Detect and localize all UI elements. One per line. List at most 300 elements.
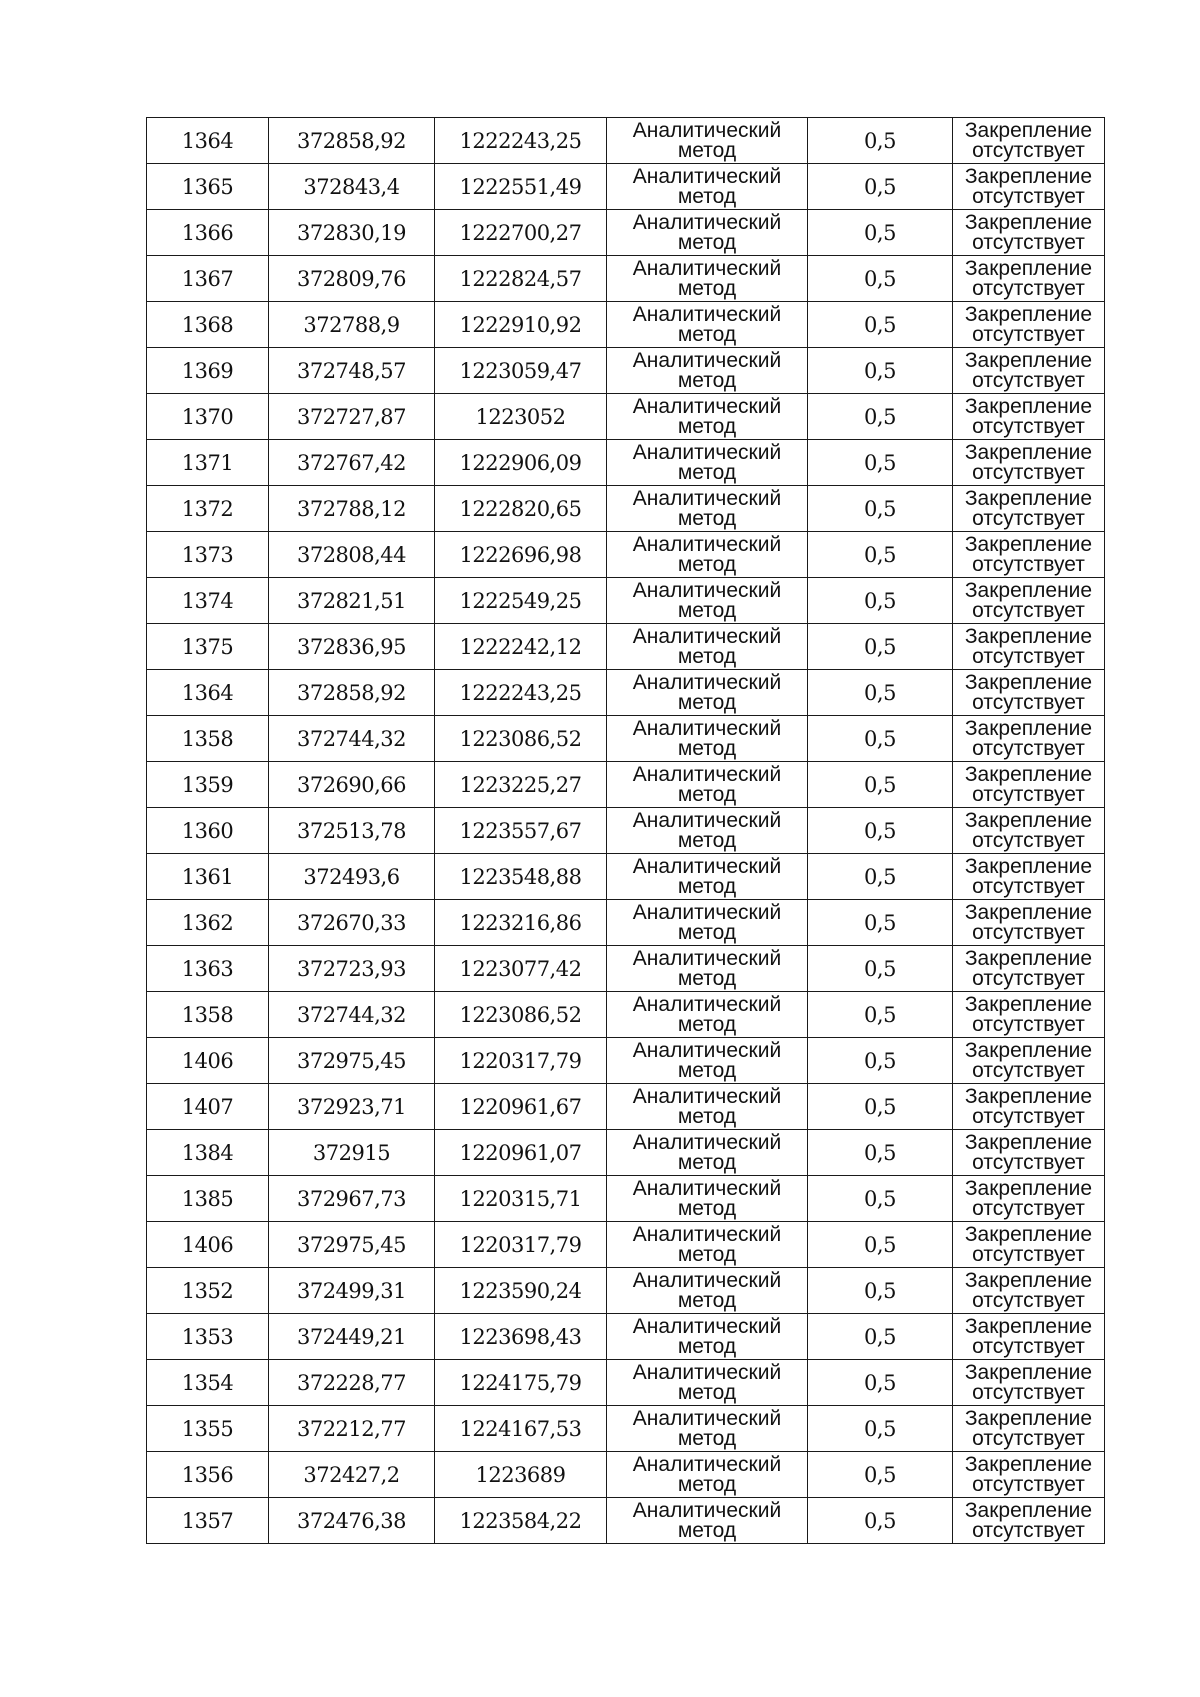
method-cell	[607, 1406, 808, 1452]
method-label-line2: метод	[677, 782, 737, 806]
y-coordinate-cell: 1223059,47	[435, 348, 607, 394]
accuracy-cell: 0,5	[808, 1314, 953, 1360]
y-coordinate-cell: 1223548,88	[435, 854, 607, 900]
table-row	[147, 1222, 1105, 1268]
y-coordinate-cell: 1222549,25	[435, 578, 607, 624]
point-number-cell: 1356	[147, 1452, 269, 1498]
method-cell	[607, 532, 808, 578]
x-coordinate-cell: 372427,2	[269, 1452, 435, 1498]
table-row	[147, 716, 1105, 762]
method-label-line1: Аналитический	[632, 1406, 782, 1430]
x-coordinate-cell: 372858,92	[269, 118, 435, 164]
fixation-label-line1: Закрепление	[964, 1314, 1093, 1338]
method-label-line1: Аналитический	[632, 624, 782, 648]
fixation-label-line1: Закрепление	[964, 302, 1093, 326]
fixation-label-line2: отсутствует	[972, 966, 1085, 990]
fixation-label-line2: отсутствует	[972, 1518, 1085, 1542]
x-coordinate-cell: 372476,38	[269, 1498, 435, 1544]
x-coordinate-cell: 372975,45	[269, 1038, 435, 1084]
table-row	[147, 762, 1105, 808]
point-number-cell: 1352	[147, 1268, 269, 1314]
method-label-line2: метод	[677, 1518, 737, 1542]
accuracy-cell: 0,5	[808, 992, 953, 1038]
method-cell	[607, 808, 808, 854]
accuracy-cell: 0,5	[808, 762, 953, 808]
table-row	[147, 992, 1105, 1038]
y-coordinate-cell: 1220317,79	[435, 1222, 607, 1268]
method-label-line2: метод	[677, 736, 737, 760]
point-number-cell: 1358	[147, 716, 269, 762]
point-number-cell: 1357	[147, 1498, 269, 1544]
y-coordinate-cell: 1223689	[435, 1452, 607, 1498]
fixation-cell	[953, 946, 1105, 992]
x-coordinate-cell: 372212,77	[269, 1406, 435, 1452]
y-coordinate-cell: 1222700,27	[435, 210, 607, 256]
table-row	[147, 624, 1105, 670]
method-label-line2: метод	[677, 1012, 737, 1036]
fixation-cell	[953, 1130, 1105, 1176]
method-cell	[607, 578, 808, 624]
table-row	[147, 210, 1105, 256]
fixation-cell	[953, 348, 1105, 394]
fixation-label-line2: отсутствует	[972, 460, 1085, 484]
method-label-line2: метод	[677, 1380, 737, 1404]
method-cell	[607, 1038, 808, 1084]
accuracy-cell: 0,5	[808, 394, 953, 440]
fixation-cell	[953, 1314, 1105, 1360]
fixation-label-line1: Закрепление	[964, 210, 1093, 234]
y-coordinate-cell: 1220317,79	[435, 1038, 607, 1084]
x-coordinate-cell: 372744,32	[269, 992, 435, 1038]
point-number-cell: 1368	[147, 302, 269, 348]
method-label-line2: метод	[677, 874, 737, 898]
accuracy-cell: 0,5	[808, 716, 953, 762]
fixation-label-line2: отсутствует	[972, 552, 1085, 576]
table-row	[147, 1360, 1105, 1406]
fixation-label-line1: Закрепление	[964, 348, 1093, 372]
fixation-label-line1: Закрепление	[964, 164, 1093, 188]
fixation-label-line1: Закрепление	[964, 624, 1093, 648]
x-coordinate-cell: 372228,77	[269, 1360, 435, 1406]
y-coordinate-cell: 1220961,67	[435, 1084, 607, 1130]
table-row	[147, 348, 1105, 394]
table-row	[147, 394, 1105, 440]
method-label-line1: Аналитический	[632, 716, 782, 740]
method-label-line2: метод	[677, 1104, 737, 1128]
fixation-cell	[953, 1084, 1105, 1130]
table-row	[147, 1452, 1105, 1498]
accuracy-cell: 0,5	[808, 854, 953, 900]
y-coordinate-cell: 1223216,86	[435, 900, 607, 946]
accuracy-cell: 0,5	[808, 1222, 953, 1268]
fixation-label-line1: Закрепление	[964, 762, 1093, 786]
table-row	[147, 256, 1105, 302]
fixation-cell	[953, 1222, 1105, 1268]
table-row	[147, 946, 1105, 992]
fixation-cell	[953, 1038, 1105, 1084]
method-cell	[607, 762, 808, 808]
x-coordinate-cell: 372788,12	[269, 486, 435, 532]
fixation-label-line2: отсутствует	[972, 1426, 1085, 1450]
accuracy-cell: 0,5	[808, 1084, 953, 1130]
fixation-label-line2: отсутствует	[972, 1242, 1085, 1266]
table-row	[147, 1176, 1105, 1222]
accuracy-cell: 0,5	[808, 1498, 953, 1544]
fixation-label-line1: Закрепление	[964, 1038, 1093, 1062]
y-coordinate-cell: 1223584,22	[435, 1498, 607, 1544]
fixation-label-line2: отсутствует	[972, 1150, 1085, 1174]
y-coordinate-cell: 1222242,12	[435, 624, 607, 670]
x-coordinate-cell: 372499,31	[269, 1268, 435, 1314]
point-number-cell: 1367	[147, 256, 269, 302]
fixation-label-line1: Закрепление	[964, 1176, 1093, 1200]
method-label-line2: метод	[677, 322, 737, 346]
y-coordinate-cell: 1224175,79	[435, 1360, 607, 1406]
method-label-line2: метод	[677, 1196, 737, 1220]
fixation-cell	[953, 532, 1105, 578]
x-coordinate-cell: 372967,73	[269, 1176, 435, 1222]
method-label-line2: метод	[677, 966, 737, 990]
fixation-label-line2: отсутствует	[972, 1104, 1085, 1128]
point-number-cell: 1374	[147, 578, 269, 624]
method-label-line2: метод	[677, 1150, 737, 1174]
y-coordinate-cell: 1222696,98	[435, 532, 607, 578]
fixation-label-line2: отсутствует	[972, 874, 1085, 898]
method-label-line2: метод	[677, 276, 737, 300]
accuracy-cell: 0,5	[808, 808, 953, 854]
x-coordinate-cell: 372748,57	[269, 348, 435, 394]
method-cell	[607, 486, 808, 532]
fixation-label-line2: отсутствует	[972, 1012, 1085, 1036]
point-number-cell: 1359	[147, 762, 269, 808]
y-coordinate-cell: 1222910,92	[435, 302, 607, 348]
point-number-cell: 1364	[147, 118, 269, 164]
fixation-label-line1: Закрепление	[964, 1406, 1093, 1430]
fixation-label-line1: Закрепление	[964, 118, 1093, 142]
method-cell	[607, 440, 808, 486]
method-label-line1: Аналитический	[632, 1268, 782, 1292]
table-row	[147, 808, 1105, 854]
point-number-cell: 1355	[147, 1406, 269, 1452]
y-coordinate-cell: 1223698,43	[435, 1314, 607, 1360]
method-cell	[607, 348, 808, 394]
accuracy-cell: 0,5	[808, 164, 953, 210]
method-label-line1: Аналитический	[632, 1222, 782, 1246]
fixation-cell	[953, 900, 1105, 946]
method-cell	[607, 256, 808, 302]
fixation-cell	[953, 164, 1105, 210]
point-number-cell: 1364	[147, 670, 269, 716]
y-coordinate-cell: 1222243,25	[435, 118, 607, 164]
fixation-label-line1: Закрепление	[964, 440, 1093, 464]
point-number-cell: 1371	[147, 440, 269, 486]
table-row	[147, 532, 1105, 578]
method-label-line2: метод	[677, 1426, 737, 1450]
point-number-cell: 1385	[147, 1176, 269, 1222]
fixation-label-line1: Закрепление	[964, 394, 1093, 418]
method-label-line2: метод	[677, 506, 737, 530]
point-number-cell: 1360	[147, 808, 269, 854]
table-row	[147, 1406, 1105, 1452]
y-coordinate-cell: 1223086,52	[435, 992, 607, 1038]
fixation-label-line2: отсутствует	[972, 644, 1085, 668]
accuracy-cell: 0,5	[808, 1406, 953, 1452]
method-label-line2: метод	[677, 644, 737, 668]
table-row	[147, 1084, 1105, 1130]
table-row	[147, 118, 1105, 164]
y-coordinate-cell: 1222243,25	[435, 670, 607, 716]
fixation-label-line2: отсутствует	[972, 276, 1085, 300]
method-cell	[607, 1360, 808, 1406]
y-coordinate-cell: 1222906,09	[435, 440, 607, 486]
method-cell	[607, 394, 808, 440]
fixation-label-line1: Закрепление	[964, 1222, 1093, 1246]
method-label-line1: Аналитический	[632, 1130, 782, 1154]
x-coordinate-cell: 372821,51	[269, 578, 435, 624]
fixation-label-line2: отсутствует	[972, 1058, 1085, 1082]
method-label-line2: метод	[677, 138, 737, 162]
x-coordinate-cell: 372493,6	[269, 854, 435, 900]
fixation-label-line1: Закрепление	[964, 670, 1093, 694]
table-body	[147, 118, 1105, 1544]
fixation-cell	[953, 1176, 1105, 1222]
fixation-cell	[953, 394, 1105, 440]
fixation-label-line1: Закрепление	[964, 854, 1093, 878]
fixation-label-line2: отсутствует	[972, 598, 1085, 622]
method-cell	[607, 854, 808, 900]
fixation-label-line2: отсутствует	[972, 138, 1085, 162]
x-coordinate-cell: 372858,92	[269, 670, 435, 716]
table-row	[147, 670, 1105, 716]
y-coordinate-cell: 1220315,71	[435, 1176, 607, 1222]
point-number-cell: 1353	[147, 1314, 269, 1360]
fixation-cell	[953, 210, 1105, 256]
table-row	[147, 164, 1105, 210]
fixation-label-line2: отсутствует	[972, 782, 1085, 806]
fixation-cell	[953, 578, 1105, 624]
y-coordinate-cell: 1223557,67	[435, 808, 607, 854]
method-cell	[607, 1498, 808, 1544]
accuracy-cell: 0,5	[808, 256, 953, 302]
method-label-line1: Аналитический	[632, 210, 782, 234]
x-coordinate-cell: 372975,45	[269, 1222, 435, 1268]
x-coordinate-cell: 372727,87	[269, 394, 435, 440]
method-label-line1: Аналитический	[632, 1452, 782, 1476]
accuracy-cell: 0,5	[808, 1268, 953, 1314]
fixation-label-line1: Закрепление	[964, 1268, 1093, 1292]
x-coordinate-cell: 372923,71	[269, 1084, 435, 1130]
fixation-cell	[953, 1268, 1105, 1314]
fixation-label-line1: Закрепление	[964, 1084, 1093, 1108]
method-label-line1: Аналитический	[632, 532, 782, 556]
method-label-line2: метод	[677, 184, 737, 208]
method-cell	[607, 670, 808, 716]
method-label-line1: Аналитический	[632, 1038, 782, 1062]
accuracy-cell: 0,5	[808, 440, 953, 486]
method-cell	[607, 164, 808, 210]
fixation-label-line2: отсутствует	[972, 506, 1085, 530]
fixation-label-line2: отсутствует	[972, 920, 1085, 944]
accuracy-cell: 0,5	[808, 302, 953, 348]
fixation-cell	[953, 118, 1105, 164]
fixation-cell	[953, 302, 1105, 348]
accuracy-cell: 0,5	[808, 670, 953, 716]
method-label-line1: Аналитический	[632, 1360, 782, 1384]
y-coordinate-cell: 1222820,65	[435, 486, 607, 532]
point-number-cell: 1358	[147, 992, 269, 1038]
fixation-label-line2: отсутствует	[972, 368, 1085, 392]
fixation-cell	[953, 1498, 1105, 1544]
method-label-line2: метод	[677, 368, 737, 392]
fixation-cell	[953, 854, 1105, 900]
table-row	[147, 854, 1105, 900]
fixation-label-line2: отсутствует	[972, 414, 1085, 438]
x-coordinate-cell: 372915	[269, 1130, 435, 1176]
x-coordinate-cell: 372830,19	[269, 210, 435, 256]
fixation-label-line2: отсутствует	[972, 322, 1085, 346]
accuracy-cell: 0,5	[808, 578, 953, 624]
fixation-label-line2: отсутствует	[972, 184, 1085, 208]
point-number-cell: 1406	[147, 1222, 269, 1268]
method-cell	[607, 210, 808, 256]
table-row	[147, 900, 1105, 946]
method-label-line1: Аналитический	[632, 256, 782, 280]
method-cell	[607, 302, 808, 348]
fixation-cell	[953, 1360, 1105, 1406]
method-label-line2: метод	[677, 920, 737, 944]
table-row	[147, 1314, 1105, 1360]
point-number-cell: 1365	[147, 164, 269, 210]
method-label-line1: Аналитический	[632, 578, 782, 602]
method-cell	[607, 946, 808, 992]
point-number-cell: 1372	[147, 486, 269, 532]
fixation-label-line2: отсутствует	[972, 690, 1085, 714]
fixation-cell	[953, 808, 1105, 854]
fixation-cell	[953, 670, 1105, 716]
y-coordinate-cell: 1222824,57	[435, 256, 607, 302]
fixation-label-line1: Закрепление	[964, 946, 1093, 970]
method-label-line1: Аналитический	[632, 348, 782, 372]
method-cell	[607, 624, 808, 670]
accuracy-cell: 0,5	[808, 486, 953, 532]
point-number-cell: 1366	[147, 210, 269, 256]
method-cell	[607, 1452, 808, 1498]
accuracy-cell: 0,5	[808, 946, 953, 992]
method-label-line1: Аналитический	[632, 1314, 782, 1338]
method-label-line1: Аналитический	[632, 670, 782, 694]
method-cell	[607, 992, 808, 1038]
point-number-cell: 1370	[147, 394, 269, 440]
method-cell	[607, 1314, 808, 1360]
method-label-line2: метод	[677, 1242, 737, 1266]
method-cell	[607, 900, 808, 946]
method-cell	[607, 1268, 808, 1314]
fixation-label-line2: отсутствует	[972, 1472, 1085, 1496]
fixation-cell	[953, 992, 1105, 1038]
x-coordinate-cell: 372744,32	[269, 716, 435, 762]
fixation-label-line1: Закрепление	[964, 992, 1093, 1016]
fixation-cell	[953, 1452, 1105, 1498]
fixation-label-line2: отсутствует	[972, 1196, 1085, 1220]
method-label-line1: Аналитический	[632, 440, 782, 464]
fixation-label-line1: Закрепление	[964, 1452, 1093, 1476]
table-row	[147, 1268, 1105, 1314]
method-label-line1: Аналитический	[632, 762, 782, 786]
accuracy-cell: 0,5	[808, 118, 953, 164]
fixation-label-line2: отсутствует	[972, 1288, 1085, 1312]
x-coordinate-cell: 372449,21	[269, 1314, 435, 1360]
fixation-cell	[953, 762, 1105, 808]
method-label-line1: Аналитический	[632, 1176, 782, 1200]
method-label-line1: Аналитический	[632, 394, 782, 418]
method-label-line1: Аналитический	[632, 302, 782, 326]
x-coordinate-cell: 372788,9	[269, 302, 435, 348]
x-coordinate-cell: 372843,4	[269, 164, 435, 210]
table-row	[147, 578, 1105, 624]
y-coordinate-cell: 1223086,52	[435, 716, 607, 762]
accuracy-cell: 0,5	[808, 348, 953, 394]
fixation-cell	[953, 716, 1105, 762]
x-coordinate-cell: 372723,93	[269, 946, 435, 992]
accuracy-cell: 0,5	[808, 1130, 953, 1176]
method-cell	[607, 118, 808, 164]
point-number-cell: 1375	[147, 624, 269, 670]
method-label-line2: метод	[677, 460, 737, 484]
accuracy-cell: 0,5	[808, 1452, 953, 1498]
fixation-label-line1: Закрепление	[964, 486, 1093, 510]
method-label-line2: метод	[677, 598, 737, 622]
method-cell	[607, 1176, 808, 1222]
y-coordinate-cell: 1223052	[435, 394, 607, 440]
accuracy-cell: 0,5	[808, 1176, 953, 1222]
x-coordinate-cell: 372670,33	[269, 900, 435, 946]
point-number-cell: 1373	[147, 532, 269, 578]
fixation-label-line1: Закрепление	[964, 808, 1093, 832]
point-number-cell: 1362	[147, 900, 269, 946]
fixation-label-line1: Закрепление	[964, 532, 1093, 556]
method-label-line1: Аналитический	[632, 900, 782, 924]
point-number-cell: 1354	[147, 1360, 269, 1406]
accuracy-cell: 0,5	[808, 1360, 953, 1406]
table-row	[147, 1038, 1105, 1084]
fixation-label-line2: отсутствует	[972, 230, 1085, 254]
x-coordinate-cell: 372513,78	[269, 808, 435, 854]
y-coordinate-cell: 1223077,42	[435, 946, 607, 992]
y-coordinate-cell: 1223225,27	[435, 762, 607, 808]
method-cell	[607, 1222, 808, 1268]
x-coordinate-cell: 372808,44	[269, 532, 435, 578]
fixation-cell	[953, 486, 1105, 532]
method-cell	[607, 1130, 808, 1176]
y-coordinate-cell: 1223590,24	[435, 1268, 607, 1314]
method-label-line1: Аналитический	[632, 118, 782, 142]
table-row	[147, 440, 1105, 486]
method-cell	[607, 1084, 808, 1130]
method-label-line2: метод	[677, 1334, 737, 1358]
fixation-label-line2: отсутствует	[972, 1334, 1085, 1358]
method-label-line2: метод	[677, 552, 737, 576]
fixation-label-line1: Закрепление	[964, 716, 1093, 740]
x-coordinate-cell: 372809,76	[269, 256, 435, 302]
method-label-line2: метод	[677, 1288, 737, 1312]
point-number-cell: 1407	[147, 1084, 269, 1130]
table-row	[147, 1130, 1105, 1176]
point-number-cell: 1369	[147, 348, 269, 394]
y-coordinate-cell: 1220961,07	[435, 1130, 607, 1176]
fixation-cell	[953, 1406, 1105, 1452]
fixation-label-line1: Закрепление	[964, 1498, 1093, 1522]
method-label-line1: Аналитический	[632, 1084, 782, 1108]
